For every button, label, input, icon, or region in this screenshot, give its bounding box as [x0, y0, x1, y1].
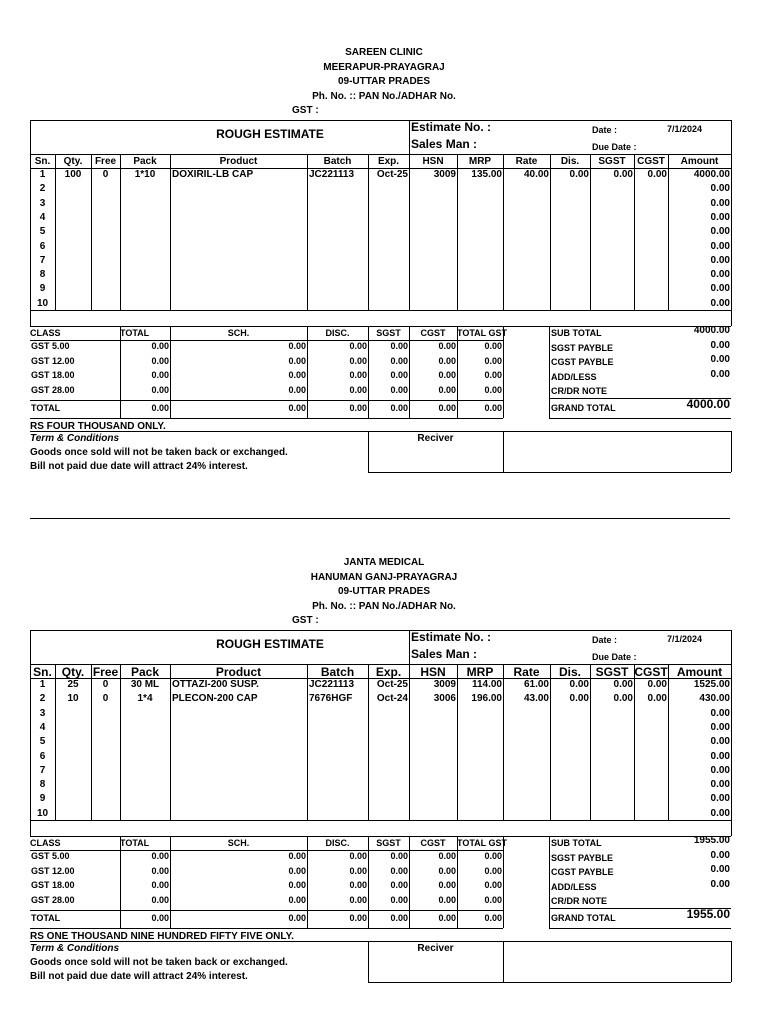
- gst-disc-cell: 0.00: [349, 384, 367, 395]
- summary-value: 4000.00: [693, 325, 730, 336]
- gst-total-disc: 0.00: [349, 403, 367, 413]
- clinic-gst-label: GST :: [292, 615, 319, 626]
- item-column-rule: [120, 154, 121, 310]
- gst-sch-cell: 0.00: [288, 341, 306, 351]
- gst-column-header: SCH.: [227, 838, 250, 848]
- item-cgst-cell: 0.00: [647, 693, 667, 705]
- item-amount-cell: 0.00: [710, 183, 730, 195]
- summary-label: CGST PAYBLE: [551, 867, 614, 877]
- gst-total-class: TOTAL: [31, 913, 61, 923]
- estimate-no-label: Estimate No. :: [411, 630, 492, 644]
- gst-sgst-cell: 0.00: [390, 355, 408, 366]
- gst-total-total-gst: 0.00: [484, 403, 502, 413]
- item-hsn-cell: 3009: [433, 679, 456, 690]
- document-title: ROUGH ESTIMATE: [216, 127, 324, 141]
- summary-left: [549, 836, 550, 928]
- column-header: Amount: [676, 665, 723, 679]
- clinic-name: SAREEN CLINIC: [345, 47, 423, 58]
- gst-column-rule: [307, 836, 308, 928]
- column-header: Product: [219, 156, 258, 167]
- salesman-label: Sales Man :: [411, 137, 478, 151]
- gst-cgst-cell: 0.00: [438, 865, 456, 876]
- gst-total-cgst: 0.00: [438, 913, 456, 923]
- gst-total-sgst: 0.00: [390, 403, 408, 413]
- item-sgst-cell: 0.00: [613, 693, 633, 705]
- gst-class-cell: GST 12.00: [31, 355, 75, 366]
- date-value: 7/1/2024: [666, 634, 702, 644]
- item-amount-cell: 0.00: [710, 297, 730, 309]
- gst-column-header: SGST: [376, 328, 401, 338]
- item-qty-cell: 100: [64, 169, 82, 180]
- item-column-rule: [307, 154, 308, 310]
- clinic-phone-line: Ph. No. :: PAN No./ADHAR No.: [312, 600, 456, 612]
- item-column-rule: [120, 664, 121, 820]
- gst-sch-cell: 0.00: [288, 355, 306, 366]
- gst-total-sch: 0.00: [288, 403, 306, 413]
- gst-sch-cell: 0.00: [288, 851, 306, 861]
- summary-label: ADD/LESS: [551, 371, 597, 382]
- grand-total-label: GRAND TOTAL: [551, 913, 616, 923]
- item-amount-cell: 0.00: [710, 254, 730, 266]
- item-sn-cell: 8: [39, 779, 46, 791]
- summary-value: 0.00: [710, 878, 730, 890]
- column-header: Exp.: [375, 665, 402, 679]
- items-bottom-rule: [30, 310, 731, 311]
- clinic-header: [0, 556, 768, 626]
- clinic-phone-line: Ph. No. :: PAN No./ADHAR No.: [312, 90, 456, 102]
- gst-total-class: TOTAL: [31, 403, 61, 413]
- summary-left: [549, 326, 550, 418]
- gst-right-rule: [503, 326, 504, 418]
- item-dis-cell: 0.00: [569, 169, 589, 180]
- item-sn-cell: 7: [39, 254, 46, 266]
- gst-total-total-gst: 0.00: [484, 913, 502, 923]
- gst-cgst-cell: 0.00: [438, 384, 456, 395]
- items-bottom-rule: [30, 820, 731, 821]
- item-sn-cell: 2: [39, 693, 46, 705]
- summary-value: 0.00: [710, 864, 730, 875]
- item-sn-cell: 1: [39, 679, 46, 690]
- clinic-name: JANTA MEDICAL: [343, 557, 425, 568]
- summary-value: 0.00: [710, 368, 730, 380]
- item-amount-cell: 430.00: [699, 693, 730, 705]
- gst-column-rule: [307, 326, 308, 418]
- item-dis-cell: 0.00: [569, 693, 589, 705]
- column-header: Free: [94, 156, 117, 167]
- terms-bottom: [368, 472, 731, 473]
- gst-total-cell: 0.00: [151, 384, 169, 395]
- item-sn-cell: 8: [39, 269, 46, 281]
- item-mrp-cell: 114.00: [471, 679, 502, 690]
- item-sn-cell: 5: [39, 226, 46, 238]
- box-right-border: [731, 630, 732, 836]
- item-column-rule: [307, 664, 308, 820]
- gst-rows-bottom: [30, 910, 503, 911]
- item-cgst-cell: 0.00: [647, 169, 667, 180]
- gst-total-total: 0.00: [151, 913, 169, 923]
- item-sn-cell: 10: [36, 297, 49, 309]
- gst-total-total: 0.00: [151, 403, 169, 413]
- gst-disc-cell: 0.00: [349, 341, 367, 351]
- item-product-cell: PLECON-200 CAP: [172, 693, 258, 705]
- item-column-rule: [55, 664, 56, 820]
- title-divider: [409, 630, 410, 664]
- terms-title: Term & Conditions: [30, 433, 120, 444]
- clinic-gst-label: GST :: [292, 105, 319, 116]
- summary-label: CR/DR NOTE: [551, 386, 607, 396]
- item-exp-cell: Oct-25: [376, 679, 408, 690]
- column-header: Amount: [680, 156, 719, 167]
- column-header: Product: [215, 665, 262, 679]
- clinic-state: 09-UTTAR PRADES: [337, 586, 431, 597]
- gst-total-cell: 0.00: [151, 370, 169, 380]
- clinic-address: HANUMAN GANJ-PRAYAGRAJ: [310, 571, 458, 583]
- gst-class-cell: GST 28.00: [31, 894, 75, 905]
- gst-class-cell: GST 18.00: [31, 370, 75, 380]
- summary-label: CR/DR NOTE: [551, 896, 607, 906]
- gst-disc-cell: 0.00: [349, 880, 367, 890]
- gst-column-rule: [457, 836, 458, 928]
- date-label: Date :: [592, 635, 618, 645]
- item-sn-cell: 4: [39, 211, 46, 223]
- terms-right: [731, 431, 732, 472]
- gst-disc-cell: 0.00: [349, 894, 367, 905]
- item-amount-cell: 0.00: [710, 283, 730, 295]
- item-column-rule: [170, 664, 171, 820]
- gst-total-sch: 0.00: [288, 913, 306, 923]
- terms-line-1: Goods once sold will not be taken back or exchanged.: [30, 447, 288, 458]
- item-amount-cell: 4000.00: [693, 169, 730, 180]
- column-header: CGST: [634, 665, 668, 679]
- column-header: Dis.: [558, 665, 581, 679]
- column-header: MRP: [466, 665, 494, 679]
- gst-total-gst-cell: 0.00: [484, 370, 502, 380]
- item-free-cell: 0: [102, 169, 109, 180]
- item-product-cell: DOXIRIL-LB CAP: [172, 169, 254, 180]
- column-header: Pack: [133, 156, 157, 167]
- item-amount-cell: 0.00: [710, 707, 730, 719]
- gst-column-header: CLASS: [30, 838, 61, 848]
- gst-column-rule: [409, 836, 410, 928]
- gst-column-rule: [120, 326, 121, 418]
- gst-total-gst-cell: 0.00: [484, 865, 502, 876]
- document-title: ROUGH ESTIMATE: [216, 637, 324, 651]
- gst-column-rule: [170, 326, 171, 418]
- gst-total-gst-cell: 0.00: [484, 355, 502, 366]
- column-header: Rate: [515, 156, 538, 167]
- gst-column-rule: [170, 836, 171, 928]
- item-sn-cell: 3: [39, 707, 46, 719]
- gst-cgst-cell: 0.00: [438, 355, 456, 366]
- gst-cgst-cell: 0.00: [438, 851, 456, 861]
- page-separator: [30, 518, 730, 519]
- receiver-label: Reciver: [417, 943, 454, 954]
- gst-cgst-cell: 0.00: [438, 341, 456, 351]
- receiver-label: Reciver: [417, 433, 454, 444]
- title-divider: [409, 120, 410, 154]
- item-qty-cell: 10: [67, 693, 79, 705]
- amount-in-words: RS ONE THOUSAND NINE HUNDRED FIFTY FIVE ONLY.: [30, 931, 294, 942]
- receiver-right: [503, 941, 504, 982]
- gst-column-header: DISC.: [325, 328, 350, 338]
- item-amount-cell: 0.00: [710, 269, 730, 281]
- item-sgst-cell: 0.00: [613, 169, 633, 180]
- receiver-left: [368, 941, 369, 982]
- item-sn-cell: 6: [39, 240, 46, 252]
- item-rate-cell: 40.00: [523, 169, 549, 180]
- summary-label: SGST PAYBLE: [551, 342, 614, 353]
- summary-bottom: [549, 418, 731, 419]
- column-header: Batch: [323, 156, 352, 167]
- gst-sch-cell: 0.00: [288, 384, 306, 395]
- column-header: Free: [92, 665, 119, 679]
- item-sn-cell: 2: [39, 183, 46, 195]
- terms-bottom: [368, 982, 731, 983]
- gst-sgst-cell: 0.00: [390, 384, 408, 395]
- gst-column-header: TOTAL GST: [457, 838, 508, 848]
- item-free-cell: 0: [102, 679, 109, 690]
- box-right-border: [731, 120, 732, 326]
- item-mrp-cell: 135.00: [471, 169, 502, 180]
- gst-sch-cell: 0.00: [288, 865, 306, 876]
- receiver-right: [503, 431, 504, 472]
- column-header: Batch: [320, 665, 355, 679]
- item-sn-cell: 9: [39, 283, 46, 295]
- item-batch-cell: JC221113: [309, 679, 355, 690]
- item-rate-cell: 43.00: [523, 693, 549, 705]
- estimate-block: [0, 46, 768, 486]
- item-batch-cell: 7676HGF: [309, 693, 353, 705]
- gst-total-gst-cell: 0.00: [484, 880, 502, 890]
- due-date-label: Due Date :: [592, 652, 637, 662]
- item-amount-cell: 0.00: [710, 764, 730, 776]
- item-cgst-cell: 0.00: [647, 679, 667, 690]
- column-header: Dis.: [560, 156, 580, 167]
- gst-sch-cell: 0.00: [288, 880, 306, 890]
- item-amount-cell: 0.00: [710, 779, 730, 791]
- item-sn-cell: 10: [36, 807, 49, 819]
- gst-sgst-cell: 0.00: [390, 370, 408, 380]
- item-sn-cell: 7: [39, 764, 46, 776]
- gst-total-cgst: 0.00: [438, 403, 456, 413]
- gst-disc-cell: 0.00: [349, 851, 367, 861]
- summary-value: 0.00: [710, 849, 730, 861]
- item-hsn-cell: 3006: [433, 693, 456, 705]
- gst-column-header: TOTAL GST: [457, 328, 508, 338]
- gst-disc-cell: 0.00: [349, 355, 367, 366]
- gst-sgst-cell: 0.00: [390, 865, 408, 876]
- column-header: Qty.: [63, 156, 83, 167]
- item-product-cell: OTTAZI-200 SUSP.: [172, 679, 259, 690]
- gst-class-cell: GST 5.00: [31, 341, 70, 351]
- item-column-rule: [91, 154, 92, 310]
- item-qty-cell: 25: [67, 679, 79, 690]
- item-amount-cell: 0.00: [710, 736, 730, 748]
- column-header: SGST: [595, 665, 629, 679]
- item-sn-cell: 1: [39, 169, 46, 180]
- gst-sch-cell: 0.00: [288, 370, 306, 380]
- item-amount-cell: 0.00: [710, 750, 730, 762]
- gst-total-cell: 0.00: [151, 894, 169, 905]
- clinic-header: [0, 46, 768, 116]
- grand-total-value: 4000.00: [686, 397, 730, 411]
- item-free-cell: 0: [102, 693, 109, 705]
- clinic-state: 09-UTTAR PRADES: [337, 76, 431, 87]
- gst-class-cell: GST 5.00: [31, 851, 70, 861]
- summary-value: 0.00: [710, 339, 730, 351]
- terms-title: Term & Conditions: [30, 943, 120, 954]
- gst-column-rule: [409, 326, 410, 418]
- date-value: 7/1/2024: [666, 124, 702, 134]
- gst-sch-cell: 0.00: [288, 894, 306, 905]
- column-header: Rate: [513, 665, 540, 679]
- gst-table-bottom: [30, 418, 503, 419]
- gst-cgst-cell: 0.00: [438, 370, 456, 380]
- column-header: Sn.: [34, 156, 51, 167]
- gst-total-cell: 0.00: [151, 880, 169, 890]
- item-rate-cell: 61.00: [523, 679, 549, 690]
- gst-column-rule: [368, 326, 369, 418]
- gst-column-header: SGST: [376, 838, 401, 848]
- estimate-no-label: Estimate No. :: [411, 120, 492, 134]
- item-sgst-cell: 0.00: [613, 679, 633, 690]
- gst-column-rule: [120, 836, 121, 928]
- box-left-border: [30, 120, 31, 326]
- gst-sgst-cell: 0.00: [390, 894, 408, 905]
- item-amount-cell: 0.00: [710, 211, 730, 223]
- clinic-address: MEERAPUR-PRAYAGRAJ: [323, 61, 445, 73]
- salesman-label: Sales Man :: [411, 647, 478, 661]
- column-header: Qty.: [61, 665, 85, 679]
- gst-disc-cell: 0.00: [349, 370, 367, 380]
- gst-column-header: TOTAL: [120, 838, 150, 848]
- summary-label: SUB TOTAL: [551, 328, 602, 338]
- gst-sgst-cell: 0.00: [390, 880, 408, 890]
- column-header: HSN: [420, 665, 446, 679]
- gst-sgst-cell: 0.00: [390, 341, 408, 351]
- gst-total-gst-cell: 0.00: [484, 384, 502, 395]
- gst-column-header: CLASS: [30, 328, 61, 338]
- summary-value: 1955.00: [693, 835, 730, 846]
- item-amount-cell: 0.00: [710, 793, 730, 805]
- item-pack-cell: 1*10: [134, 169, 156, 180]
- item-sn-cell: 4: [39, 721, 46, 733]
- item-amount-cell: 1525.00: [693, 679, 730, 690]
- item-column-rule: [91, 664, 92, 820]
- gst-column-rule: [457, 326, 458, 418]
- column-header: HSN: [422, 156, 444, 167]
- column-header: MRP: [468, 156, 492, 167]
- box-top-border: [30, 630, 731, 631]
- item-batch-cell: JC221113: [309, 169, 355, 180]
- gst-cgst-cell: 0.00: [438, 894, 456, 905]
- item-sn-cell: 5: [39, 736, 46, 748]
- item-amount-cell: 0.00: [710, 807, 730, 819]
- estimate-block: [0, 556, 768, 996]
- item-amount-cell: 0.00: [710, 197, 730, 209]
- gst-column-header: TOTAL: [120, 328, 150, 338]
- gst-column-rule: [368, 836, 369, 928]
- gst-total-gst-cell: 0.00: [484, 851, 502, 861]
- gst-column-header: CGST: [420, 328, 446, 338]
- gst-total-cell: 0.00: [151, 355, 169, 366]
- amount-in-words: RS FOUR THOUSAND ONLY.: [30, 421, 166, 432]
- grand-total-label: GRAND TOTAL: [551, 403, 616, 413]
- item-dis-cell: 0.00: [569, 679, 589, 690]
- column-header: CGST: [637, 156, 665, 167]
- item-amount-cell: 0.00: [710, 226, 730, 238]
- item-mrp-cell: 196.00: [471, 693, 502, 705]
- summary-label: SUB TOTAL: [551, 838, 602, 848]
- item-sn-cell: 9: [39, 793, 46, 805]
- column-header: Exp.: [377, 156, 400, 167]
- item-column-rule: [55, 154, 56, 310]
- box-left-border: [30, 630, 31, 836]
- gst-total-gst-cell: 0.00: [484, 894, 502, 905]
- gst-column-header: SCH.: [227, 328, 250, 338]
- terms-right: [731, 941, 732, 982]
- gst-rows-bottom: [30, 400, 503, 401]
- gst-total-gst-cell: 0.00: [484, 341, 502, 351]
- date-label: Date :: [592, 125, 618, 135]
- summary-bottom: [549, 928, 731, 929]
- grand-total-value: 1955.00: [686, 907, 730, 921]
- item-pack-cell: 30 ML: [130, 679, 160, 690]
- gst-total-cell: 0.00: [151, 341, 169, 351]
- column-header: Pack: [130, 665, 160, 679]
- item-exp-cell: Oct-25: [376, 169, 408, 180]
- item-amount-cell: 0.00: [710, 721, 730, 733]
- column-header: SGST: [598, 156, 626, 167]
- gst-total-cell: 0.00: [151, 865, 169, 876]
- item-sn-cell: 6: [39, 750, 46, 762]
- gst-sgst-cell: 0.00: [390, 851, 408, 861]
- item-exp-cell: Oct-24: [376, 693, 408, 705]
- gst-right-rule: [503, 836, 504, 928]
- item-pack-cell: 1*4: [137, 693, 153, 705]
- item-column-rule: [170, 154, 171, 310]
- gst-class-cell: GST 18.00: [31, 880, 75, 890]
- terms-line-2: Bill not paid due date will attract 24% interest.: [30, 461, 248, 472]
- summary-value: 0.00: [710, 354, 730, 365]
- gst-total-disc: 0.00: [349, 913, 367, 923]
- terms-line-1: Goods once sold will not be taken back or exchanged.: [30, 957, 288, 968]
- column-header: Sn.: [33, 665, 52, 679]
- gst-table-bottom: [30, 928, 503, 929]
- gst-column-header: DISC.: [325, 838, 350, 848]
- item-sn-cell: 3: [39, 197, 46, 209]
- gst-class-cell: GST 28.00: [31, 384, 75, 395]
- gst-column-header: CGST: [420, 838, 446, 848]
- terms-line-2: Bill not paid due date will attract 24% interest.: [30, 971, 248, 982]
- due-date-label: Due Date :: [592, 142, 637, 152]
- item-amount-cell: 0.00: [710, 240, 730, 252]
- summary-label: ADD/LESS: [551, 881, 597, 892]
- summary-label: SGST PAYBLE: [551, 852, 614, 863]
- gst-class-cell: GST 12.00: [31, 865, 75, 876]
- gst-cgst-cell: 0.00: [438, 880, 456, 890]
- summary-label: CGST PAYBLE: [551, 357, 614, 367]
- item-hsn-cell: 3009: [433, 169, 456, 180]
- gst-total-sgst: 0.00: [390, 913, 408, 923]
- receiver-left: [368, 431, 369, 472]
- gst-total-cell: 0.00: [151, 851, 169, 861]
- box-top-border: [30, 120, 731, 121]
- gst-disc-cell: 0.00: [349, 865, 367, 876]
